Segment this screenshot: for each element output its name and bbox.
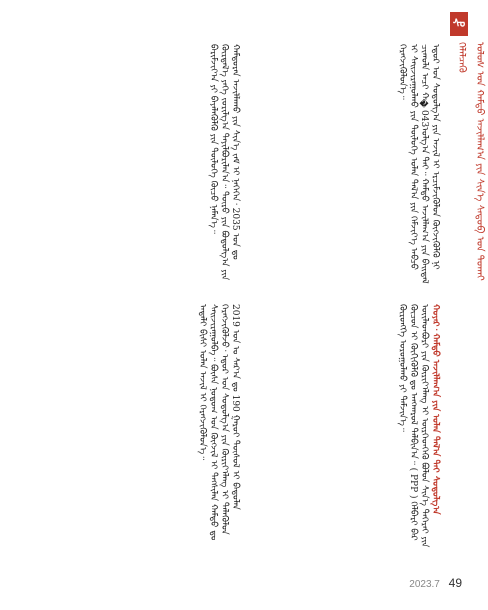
left-bottom-column: 2019 ᠣᠨ ᠤ ᠰᠠᠷ᠎ᠠ ᠳᠤ 190 ᠭᠠᠷᠤᠢ ᠲᠥᠰᠦᠯ ᠢ ᠪᠠᠲᠤᠯᠠᠨ ᠬᠡᠷᠡᠭᠵᠢᠭᠦᠯᠵᠦ᠂ ᠡᠳ᠋ᠦᠷ ᠤᠨ ᠰᠤᠳᠤᠯᠭ᠎ᠠ ᠶᠢᠨ ᠬᠦᠷᠢᠶ᠎ᠡᠯᠡᠩ ᠢ ᠲᠡᠯᠡᠭᠦᠯᠦᠨ ᠰᠠᠢᠵᠢᠷᠠᠭᠤᠯᠪᠠ᠃ ᠪᠦᠰᠡ ᠨᠤᠲᠤᠭ ᠤᠨ ᠬᠥᠭᠵᠢᠯ ᠢ ᠲᠡᠭᠰᠢᠯᠡᠨ ᠬᠠᠮᠲᠤ ᠳᠤ ᠠᠳᠠᠯᠢ ᠪᠢᠰᠢ ᠣᠯᠠᠨ ᠠᠵᠢᠯ ᠢ ᠬᠡᠷᠡᠭᠵᠢᠭᠦᠯᠦᠨ᠎ᠡ᠃ [197,304,240,541]
left-top-column: ᠬᠠᠮᠲᠤᠷᠠᠨ ᠠᠵᠢᠯᠯᠠᠬᠤ ᠶᠢᠨ ᠰᠢᠨ᠎ᠡ ᠵᠠᠮ ᠢ ᠨᠡᠭᠡᠭᠡᠨ᠂ 2035 ᠣᠨ ᠳᠤ ᠬᠦᠷᠲᠡᠯ᠎ᠡ ᠶᠡᠬᠡ ᠵᠣᠷᠢᠯᠭ᠎ᠠ ᠲᠠᠶᠢᠯᠪᠤᠷᠢᠯᠠᠨ᠎ᠠ᠃ ᠲᠥᠷᠥ ᠶᠢᠨ ᠪᠣᠳᠤᠯᠭ᠎ᠠ ᠶᠢᠨ ᠪᠠᠷᠢᠮᠵᠢᠶ᠎ᠠ ᠶᠢ ᠪᠡᠶᠡᠯᠡᠭᠦᠯᠬᠦ ᠶᠢᠨ ᠲᠥᠯᠦᠭᠡ ᠬᠦᠴᠦ ᠨᠡᠮᠡᠨ᠎ᠡ᠃ [208,44,240,281]
right-bottom-column [250,304,440,554]
page-footer [409,576,462,590]
article-header-title: ᠤᠯᠤᠰ ᠤᠨ ᠬᠠᠮᠲᠤ ᠠᠵᠢᠯᠯᠠᠭ᠎ᠠ ᠶᠢᠨ ᠰᠢᠨ᠎ᠡ ᠰᠡᠳᠦᠪ ᠤᠨ ᠲᠤᠬᠠᠢ ᠬᠡᠯᠡᠯᠴᠡᠬᠦ [456,42,485,281]
section-subheading: ᠬᠤᠶᠠᠷ᠂ ᠬᠠᠮᠲᠤ ᠠᠵᠢᠯᠯᠠᠭ᠎ᠠ ᠶᠢᠨ ᠣᠯᠠᠨ ᠲᠠᠯ᠎ᠠ ᠲᠠᠢ ᠰᠤᠳᠤᠯᠭ᠎ᠠ [430,304,440,515]
right-bottom-text: ᠦᠢᠯᠡᠳᠪᠦᠷᠢ ᠶᠢᠨ ᠬᠦᠷᠢᠶ᠎ᠡᠯᠡᠩ ᠢ ᠥᠷᠭᠡᠳᠬᠡᠬᠦ ᠪᠣᠯᠤᠨ ᠰᠢᠨ᠎ᠡ ᠲᠡᠭᠡᠷᠡᠢ ᠶᠢᠨ ᠬᠦᠴᠦᠨ ᠢ ᠬᠥᠬᠢᠭᠦᠯᠬᠦ ᠳᠤ ᠠᠨᠭᠬᠠᠷᠤᠯ ᠲᠠᠯᠪᠢᠨ᠎ᠠ᠃ ( PPP ) ᠬᠡᠯᠪᠡᠷᠢ ᠪᠡᠷ ᠬᠥᠷᠦᠩᠭᠡ ᠣᠷᠤᠭᠤᠯᠬᠤ ᠶᠢ ᠳᠡᠮᠵᠢᠨ᠎ᠡ᠃ [397,304,429,548]
issue-date: 2023.7 [409,579,440,590]
right-top-column: ᠡᠳ᠋ᠦᠷ ᠤᠨ ᠰᠤᠳᠤᠯᠭ᠎ᠠ ᠶᠢᠨ ᠠᠵᠢᠯ ᠢ ᠡᠷᠴᠢᠮᠵᠢᠭᠦᠯᠦᠨ ᠬᠦᠭᠵᠢᠭᠦᠯᠬᠦ ᠨᠢ ᠴᠢᠬᠤᠯᠠ ᠠᠴᠢ ᠬ�043ᠤᠯᠭ᠎ᠠ ᠲᠠᠢ᠃ ᠬᠠᠮᠲᠤ ᠠᠵᠢᠯᠯᠠᠭ᠎ᠠ ᠶᠢᠨ ᠪᠠᠢᠳᠠᠯ ᠢ ᠰᠠᠢᠵᠢᠷᠠᠭᠤᠯᠬᠤ ᠶᠢᠨ ᠲᠥᠯᠦᠭᠡ ᠣᠯᠠᠨ ᠲᠠᠯ᠎ᠠ ᠶᠢᠨ ᠬᠡᠮᠵᠢᠶ᠎ᠡ ᠠᠪᠴᠤ ᠬᠡᠷᠡᠭᠵᠢᠭᠦᠯᠦᠨ᠎ᠡ᠃ [397,44,440,284]
section-badge: ᠰᠤ [450,12,468,36]
page-number: 49 [448,576,462,590]
